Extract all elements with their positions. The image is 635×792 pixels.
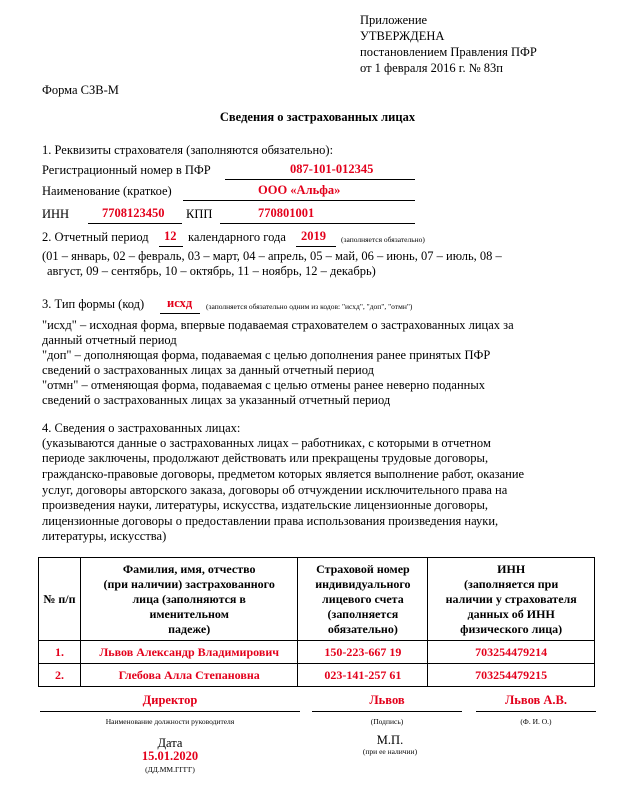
period-label: 2. Отчетный период <box>42 230 149 244</box>
reg-number-label: Регистрационный номер в ПФР <box>42 163 211 177</box>
section4-line-4: услуг, договоры авторского заказа, договоры об отчуждении исключительного права на <box>42 483 508 497</box>
date-format-caption: (ДД.ММ.ГГГГ) <box>145 765 195 774</box>
kpp-label: КПП <box>186 207 213 221</box>
page-title: Сведения о застрахованных лицах <box>219 110 416 124</box>
section4-heading: 4. Сведения о застрахованных лицах: <box>42 421 241 435</box>
form-type-note: (заполняется обязательно одним из кодов: "исхд", "доп", "отмн") <box>206 302 413 311</box>
fio-underline <box>476 711 596 712</box>
row-number: 1. <box>39 641 81 664</box>
section4-line-1: (указываются данные о застрахованных лицах – работниках, с которыми в отчетном <box>42 436 491 450</box>
year-underline <box>296 246 336 247</box>
kpp-underline <box>220 223 415 224</box>
form-name: Форма СЗВ-М <box>42 83 119 97</box>
inn-underline <box>88 223 182 224</box>
table-header-row <box>39 558 595 641</box>
position-underline <box>40 711 300 712</box>
section1-heading: 1. Реквизиты страхователя (заполняются обязательно): <box>42 143 334 157</box>
year-value: 2019 <box>301 229 326 243</box>
insured-persons-table <box>38 557 595 687</box>
date-value: 15.01.2020 <box>141 749 199 763</box>
row-inn: 703254479214 <box>428 641 595 664</box>
fio-caption: (Ф. И. О.) <box>520 717 552 726</box>
form-type-label: 3. Тип формы (код) <box>42 297 145 311</box>
director-fio-value: Львов А.В. <box>504 693 568 707</box>
inn-value: 7708123450 <box>102 206 165 220</box>
stamp-label: М.П. <box>376 733 404 747</box>
form-type-underline <box>160 313 200 314</box>
form-type-desc-3: "доп" – дополняющая форма, подаваемая с целью дополнения ранее принятых ПФР <box>42 348 491 362</box>
reg-number-value: 087-101-012345 <box>290 162 374 176</box>
row-full-name: Львов Александр Владимирович <box>80 641 298 664</box>
period-value: 12 <box>164 229 177 243</box>
form-type-desc-1: "исхд" – исходная форма, впервые подаваемая страхователем о застрахованных лицах за <box>42 318 514 332</box>
position-value: Директор <box>142 693 198 707</box>
form-type-desc-4: сведений о застрахованных лицах за данный отчетный период <box>42 363 374 377</box>
row-number: 2. <box>39 664 81 687</box>
section4-line-7: литературы, искусства) <box>42 529 167 543</box>
year-required-note: (заполняется обязательно) <box>341 235 425 244</box>
row-snils: 150-223-667 19 <box>298 641 428 664</box>
table-row <box>39 664 595 687</box>
section4-line-2: периоде заключены, продолжают действовать или прекращены трудовые договоры, <box>42 451 489 465</box>
signature-value: Львов <box>369 693 405 707</box>
position-caption: Наименование должности руководителя <box>105 717 235 726</box>
row-inn: 703254479215 <box>428 664 595 687</box>
months-line-1: (01 – январь, 02 – февраль, 03 – март, 04 – апрель, 05 – май, 06 – июнь, 07 – июль, 08 – <box>42 249 502 263</box>
kpp-value: 770801001 <box>258 206 315 220</box>
header-number: № п/п <box>39 558 81 641</box>
section4-line-6: лицензионные договоры о предоставлении права использования произведения науки, <box>42 514 499 528</box>
table-row <box>39 641 595 664</box>
period-underline <box>159 246 183 247</box>
months-line-2: август, 09 – сентябрь, 10 – октябрь, 11 – ноябрь, 12 – декабрь) <box>47 264 376 278</box>
row-snils: 023-141-257 61 <box>298 664 428 687</box>
org-name-label: Наименование (краткое) <box>42 184 172 198</box>
signature-caption: (Подпись) <box>370 717 404 726</box>
reg-number-underline <box>225 179 415 180</box>
section4-line-3: гражданско-правовые договоры, предметом которых является выполнение работ, оказание <box>42 467 525 481</box>
org-name-value: ООО «Альфа» <box>258 183 341 197</box>
org-name-underline <box>183 200 415 201</box>
section4-line-5: произведения науки, литературы, искусства, издательские лицензионные договоры, <box>42 498 489 512</box>
inn-label: ИНН <box>42 207 70 221</box>
approval-line-1: Приложение <box>360 13 428 27</box>
date-label: Дата <box>157 736 183 750</box>
form-type-value: исхд <box>167 296 193 310</box>
stamp-note: (при ее наличии) <box>362 747 418 756</box>
form-type-desc-2: данный отчетный период <box>42 333 177 347</box>
signature-underline <box>312 711 462 712</box>
approval-line-2: УТВЕРЖДЕНА <box>360 29 445 43</box>
year-label: календарного года <box>188 230 286 244</box>
header-inn: ИНН (заполняется при наличии у страхователя данных об ИНН физического лица) <box>428 558 595 641</box>
row-full-name: Глебова Алла Степановна <box>80 664 298 687</box>
form-type-desc-5: "отмн" – отменяющая форма, подаваемая с целью отмены ранее неверно поданных <box>42 378 485 392</box>
approval-line-4: от 1 февраля 2016 г. № 83п <box>360 61 503 75</box>
header-full-name: Фамилия, имя, отчество (при наличии) застрахованного лица (заполняются в именительном падеже) <box>80 558 298 641</box>
approval-line-3: постановлением Правления ПФР <box>360 45 537 59</box>
form-type-desc-6: сведений о застрахованных лицах за указанный отчетный период <box>42 393 391 407</box>
header-snils: Страховой номер индивидуального лицевого счета (заполняется обязательно) <box>298 558 428 641</box>
